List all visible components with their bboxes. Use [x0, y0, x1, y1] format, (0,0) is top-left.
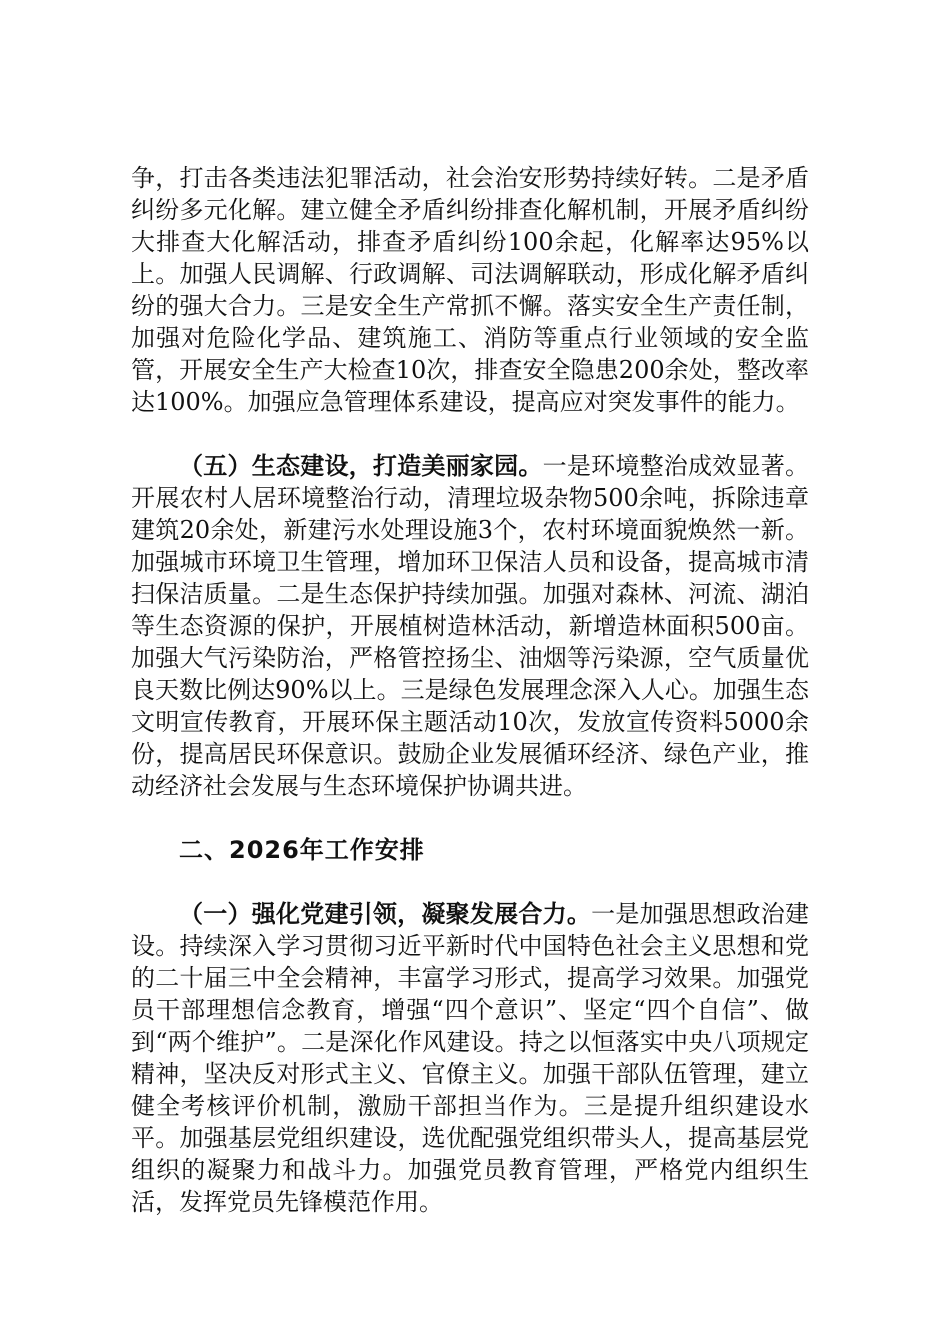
- paragraph-party-building-body: 一是加强思想政治建设。持续深入学习贯彻习近平新时代中国特色社会主义思想和党的二十届三中全会精神，丰富学习形式，提高学习效果。加强党员干部理想信念教育，增强“四个意识”、坚定“四个自信”、做到“两个维护”。二是深化作风建设。持之以恒落实中央八项规定精神，坚决反对形式主义、官僚主义。加强干部队伍管理，建立健全考核评价机制，激励干部担当作为。三是提升组织建设水平。加强基层党组织建设，选优配强党组织带头人，提高基层党组织的凝聚力和战斗力。加强党员教育管理，严格党内组织生活，发挥党员先锋模范作用。: [131, 900, 810, 1216]
- section-heading-2026-plan: 二、2026年工作安排: [179, 836, 425, 864]
- paragraph-ecology: [131, 450, 809, 802]
- document-page: [131, 162, 809, 1218]
- paragraph-ecology-lead: （五）生态建设，打造美丽家园。: [179, 451, 543, 480]
- paragraph-ecology-body: 一是环境整治成效显著。开展农村人居环境整治行动，清理垃圾杂物500余吨，拆除违章建筑20余处，新建污水处理设施3个，农村环境面貌焕然一新。加强城市环境卫生管理，增加环卫保洁人员和设备，提高城市清扫保洁质量。二是生态保护持续加强。加强对森林、河流、湖泊等生态资源的保护，开展植树造林活动，新增造林面积500亩。加强大气污染防治，严格管控扬尘、油烟等污染源，空气质量优良天数比例达90%以上。三是绿色发展理念深入人心。加强生态文明宣传教育，开展环保主题活动10次，发放宣传资料5000余份，提高居民环保意识。鼓励企业发展循环经济、绿色产业，推动经济社会发展与生态环境保护协调共进。: [131, 452, 810, 800]
- paragraph-spacer: [131, 418, 809, 450]
- paragraph-party-building-lead: （一）强化党建引领，凝聚发展合力。: [179, 899, 592, 928]
- paragraph-public-safety-continued: 争，打击各类违法犯罪活动，社会治安形势持续好转。二是矛盾纠纷多元化解。建立健全矛盾纠纷排查化解机制，开展矛盾纠纷大排查大化解活动，排查矛盾纠纷100余起，化解率达95%以上。加强人民调解、行政调解、司法调解联动，形成化解矛盾纠纷的强大合力。三是安全生产常抓不懈。落实安全生产责任制，加强对危险化学品、建筑施工、消防等重点行业领域的安全监管，开展安全生产大检查10次，排查安全隐患200余处，整改率达100%。加强应急管理体系建设，提高应对突发事件的能力。: [131, 164, 809, 416]
- paragraph-spacer: [131, 802, 809, 834]
- paragraph-party-building: [131, 898, 809, 1218]
- paragraph-spacer: [131, 866, 809, 898]
